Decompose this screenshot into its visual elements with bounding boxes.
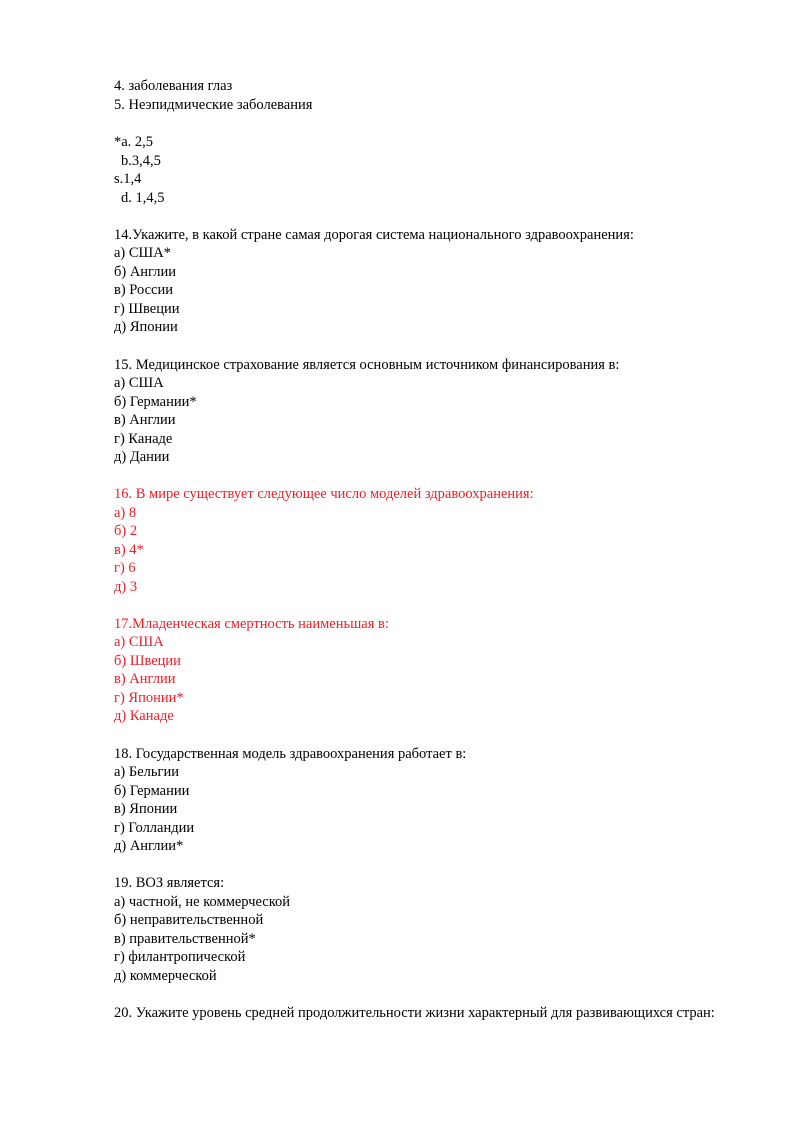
answer-option: а) частной, не коммерческой [114,894,291,910]
question-17: 17.Младенческая смертность наименьшая в: [114,616,389,632]
answer-option: д) коммерческой [114,968,217,984]
answer-option: г) филантропической [114,949,246,965]
list-item: 5. Неэпидмические заболевания [114,97,313,113]
list-item: 4. заболевания глаз [114,78,233,94]
answer-option: д) Японии [114,319,178,335]
question-19: 19. ВОЗ является: [114,875,225,891]
answer-option: в) 4* [114,542,144,558]
answer-option: а) США [114,634,164,650]
answer-option: б) 2 [114,523,138,539]
answer-option: д) 3 [114,579,138,595]
answer-option: в) правительственной* [114,931,256,947]
question-20: 20. Укажите уровень средней продолжительности жизни характерный для развивающихся стран: [114,1005,715,1021]
answer-option: б) Англии [114,264,177,280]
answer-option: в) Англии [114,412,176,428]
answer-option: б) неправительственной [114,912,264,928]
answer-option: д) Дании [114,449,170,465]
answer-option: b.3,4,5 [121,153,161,169]
answer-option: а) США [114,375,164,391]
answer-option: б) Германии* [114,394,197,410]
answer-option: s.1,4 [114,171,142,187]
question-18: 18. Государственная модель здравоохранения работает в: [114,746,467,762]
answer-option: г) Канаде [114,431,173,447]
answer-option: d. 1,4,5 [121,190,165,206]
question-14: 14.Укажите, в какой стране самая дорогая система национального здравоохранения: [114,227,634,243]
answer-option: б) Швеции [114,653,181,669]
answer-option: а) США* [114,245,171,261]
answer-option: *a. 2,5 [114,134,154,150]
answer-option: б) Германии [114,783,190,799]
answer-option: а) 8 [114,505,137,521]
answer-option: г) Швеции [114,301,180,317]
answer-option: в) Англии [114,671,176,687]
question-16: 16. В мире существует следующее число моделей здравоохранения: [114,486,534,502]
answer-option: в) Японии [114,801,178,817]
answer-option: г) Японии* [114,690,184,706]
answer-option: д) Канаде [114,708,174,724]
answer-option: а) Бельгии [114,764,179,780]
answer-option: г) 6 [114,560,136,576]
answer-option: в) России [114,282,174,298]
answer-option: г) Голландии [114,820,195,836]
answer-option: д) Англии* [114,838,184,854]
question-15: 15. Медицинское страхование является основным источником финансирования в: [114,357,620,373]
